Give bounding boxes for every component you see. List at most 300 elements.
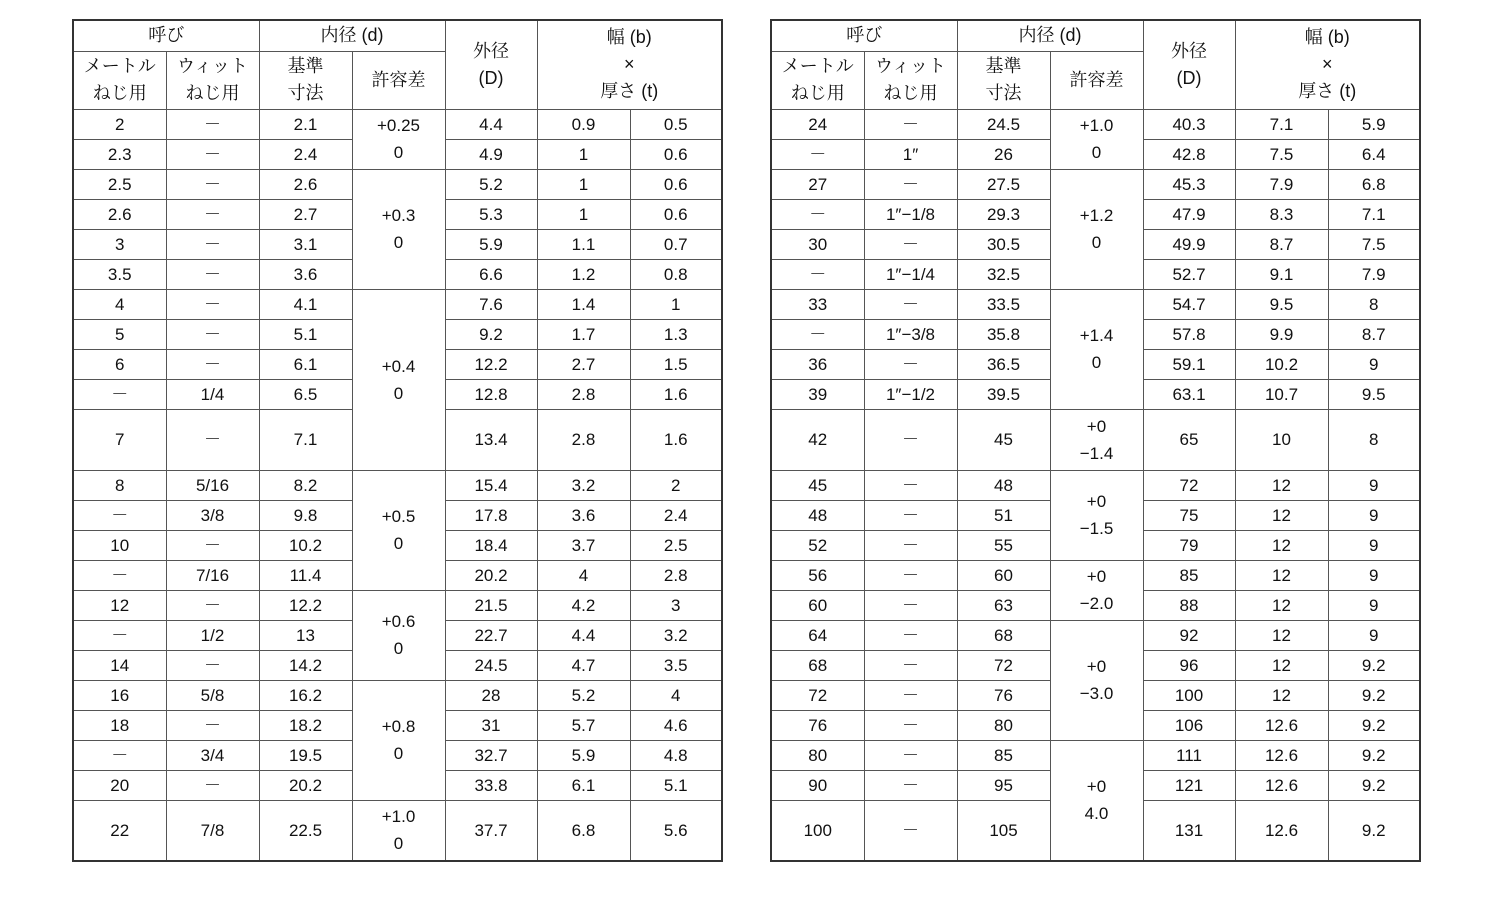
cell-outer-diameter: 75	[1143, 500, 1235, 530]
cell-outer-diameter: 45.3	[1143, 169, 1235, 199]
cell-thickness: 5.1	[630, 770, 722, 800]
cell-whitworth-thread: 1″−3/8	[864, 319, 957, 349]
cell-tolerance: +0 −1.5	[1050, 470, 1143, 560]
cell-metric-thread: 22	[73, 800, 166, 861]
cell-thickness: 9	[1328, 349, 1420, 379]
table-row	[771, 470, 1420, 500]
cell-metric-thread: 27	[771, 169, 864, 199]
cell-width: 12	[1235, 620, 1328, 650]
cell-whitworth-thread: －	[166, 139, 259, 169]
table-body-right	[771, 109, 1420, 861]
cell-tolerance: +0.4 0	[352, 289, 445, 470]
cell-basic-dimension: 63	[957, 590, 1050, 620]
cell-whitworth-thread: －	[166, 259, 259, 289]
cell-whitworth-thread: －	[864, 710, 957, 740]
cell-metric-thread: 3	[73, 229, 166, 259]
header-width-thickness: 幅 (b) × 厚さ (t)	[1235, 20, 1420, 109]
header-whitworth-thread: ウィット ねじ用	[864, 51, 957, 109]
washer-table-left	[72, 19, 723, 862]
cell-tolerance: +0 −3.0	[1050, 620, 1143, 740]
cell-whitworth-thread: －	[864, 109, 957, 139]
cell-whitworth-thread: －	[864, 590, 957, 620]
cell-width: 3.6	[537, 500, 630, 530]
table-row	[771, 169, 1420, 199]
cell-outer-diameter: 9.2	[445, 319, 537, 349]
cell-width: 10.2	[1235, 349, 1328, 379]
cell-metric-thread: －	[73, 740, 166, 770]
cell-thickness: 3.2	[630, 620, 722, 650]
cell-tolerance: +0 4.0	[1050, 740, 1143, 861]
cell-metric-thread: －	[771, 259, 864, 289]
table-body-left	[73, 109, 722, 861]
cell-metric-thread: 68	[771, 650, 864, 680]
cell-outer-diameter: 5.9	[445, 229, 537, 259]
cell-whitworth-thread: －	[166, 710, 259, 740]
cell-tolerance: +0.25 0	[352, 109, 445, 169]
table-row	[771, 409, 1420, 470]
cell-basic-dimension: 85	[957, 740, 1050, 770]
cell-thickness: 9	[1328, 470, 1420, 500]
cell-whitworth-thread: 1″−1/2	[864, 379, 957, 409]
cell-outer-diameter: 5.3	[445, 199, 537, 229]
cell-width: 12	[1235, 650, 1328, 680]
cell-metric-thread: －	[73, 620, 166, 650]
cell-outer-diameter: 15.4	[445, 470, 537, 500]
cell-whitworth-thread: －	[166, 109, 259, 139]
cell-outer-diameter: 4.9	[445, 139, 537, 169]
cell-whitworth-thread: －	[166, 770, 259, 800]
cell-outer-diameter: 20.2	[445, 560, 537, 590]
cell-thickness: 9.2	[1328, 650, 1420, 680]
cell-metric-thread: －	[771, 139, 864, 169]
cell-whitworth-thread: 1″−1/4	[864, 259, 957, 289]
cell-thickness: 0.7	[630, 229, 722, 259]
cell-whitworth-thread: －	[864, 409, 957, 470]
cell-outer-diameter: 6.6	[445, 259, 537, 289]
cell-thickness: 2.5	[630, 530, 722, 560]
header-whitworth-thread: ウィット ねじ用	[166, 51, 259, 109]
cell-whitworth-thread: －	[864, 740, 957, 770]
cell-whitworth-thread: 1″−1/8	[864, 199, 957, 229]
cell-basic-dimension: 4.1	[259, 289, 352, 319]
cell-whitworth-thread: －	[864, 470, 957, 500]
cell-outer-diameter: 121	[1143, 770, 1235, 800]
cell-tolerance: +1.4 0	[1050, 289, 1143, 409]
cell-metric-thread: 20	[73, 770, 166, 800]
cell-whitworth-thread: －	[864, 349, 957, 379]
table-row	[73, 109, 722, 139]
cell-width: 2.7	[537, 349, 630, 379]
cell-metric-thread: 30	[771, 229, 864, 259]
cell-thickness: 1.5	[630, 349, 722, 379]
cell-thickness: 0.5	[630, 109, 722, 139]
cell-width: 12.6	[1235, 740, 1328, 770]
cell-metric-thread: 48	[771, 500, 864, 530]
cell-thickness: 1	[630, 289, 722, 319]
cell-thickness: 9	[1328, 530, 1420, 560]
cell-metric-thread: 90	[771, 770, 864, 800]
cell-whitworth-thread: 7/8	[166, 800, 259, 861]
cell-basic-dimension: 32.5	[957, 259, 1050, 289]
cell-basic-dimension: 45	[957, 409, 1050, 470]
cell-width: 6.8	[537, 800, 630, 861]
table-row	[771, 620, 1420, 650]
cell-tolerance: +0 −1.4	[1050, 409, 1143, 470]
cell-basic-dimension: 12.2	[259, 590, 352, 620]
cell-width: 5.7	[537, 710, 630, 740]
cell-thickness: 1.6	[630, 379, 722, 409]
cell-thickness: 5.9	[1328, 109, 1420, 139]
header-nominal: 呼び	[73, 20, 259, 51]
cell-width: 7.5	[1235, 139, 1328, 169]
header-metric-thread: メートル ねじ用	[771, 51, 864, 109]
cell-thickness: 0.6	[630, 169, 722, 199]
cell-thickness: 6.8	[1328, 169, 1420, 199]
cell-whitworth-thread: －	[166, 319, 259, 349]
cell-width: 1	[537, 169, 630, 199]
cell-thickness: 0.6	[630, 199, 722, 229]
cell-outer-diameter: 18.4	[445, 530, 537, 560]
cell-basic-dimension: 8.2	[259, 470, 352, 500]
cell-basic-dimension: 2.1	[259, 109, 352, 139]
cell-whitworth-thread: －	[864, 650, 957, 680]
cell-whitworth-thread: －	[864, 770, 957, 800]
cell-metric-thread: 42	[771, 409, 864, 470]
cell-thickness: 0.6	[630, 139, 722, 169]
cell-basic-dimension: 14.2	[259, 650, 352, 680]
cell-metric-thread: 24	[771, 109, 864, 139]
cell-thickness: 2	[630, 470, 722, 500]
cell-whitworth-thread: －	[166, 650, 259, 680]
cell-outer-diameter: 72	[1143, 470, 1235, 500]
cell-width: 6.1	[537, 770, 630, 800]
cell-metric-thread: 33	[771, 289, 864, 319]
cell-metric-thread: 2.6	[73, 199, 166, 229]
cell-outer-diameter: 111	[1143, 740, 1235, 770]
cell-width: 8.7	[1235, 229, 1328, 259]
cell-outer-diameter: 65	[1143, 409, 1235, 470]
cell-basic-dimension: 3.6	[259, 259, 352, 289]
cell-thickness: 8.7	[1328, 319, 1420, 349]
cell-outer-diameter: 131	[1143, 800, 1235, 861]
cell-thickness: 3	[630, 590, 722, 620]
cell-basic-dimension: 19.5	[259, 740, 352, 770]
cell-basic-dimension: 10.2	[259, 530, 352, 560]
cell-basic-dimension: 105	[957, 800, 1050, 861]
cell-metric-thread: 2.3	[73, 139, 166, 169]
cell-thickness: 9.5	[1328, 379, 1420, 409]
cell-whitworth-thread: －	[166, 289, 259, 319]
cell-width: 12.6	[1235, 710, 1328, 740]
cell-outer-diameter: 100	[1143, 680, 1235, 710]
cell-whitworth-thread: －	[864, 500, 957, 530]
cell-width: 5.9	[537, 740, 630, 770]
cell-width: 1.7	[537, 319, 630, 349]
cell-outer-diameter: 79	[1143, 530, 1235, 560]
cell-outer-diameter: 33.8	[445, 770, 537, 800]
cell-metric-thread: 52	[771, 530, 864, 560]
cell-whitworth-thread: －	[864, 620, 957, 650]
cell-whitworth-thread: －	[166, 530, 259, 560]
cell-whitworth-thread: 5/8	[166, 680, 259, 710]
cell-whitworth-thread: －	[864, 289, 957, 319]
cell-width: 1.2	[537, 259, 630, 289]
cell-basic-dimension: 2.6	[259, 169, 352, 199]
cell-thickness: 9.2	[1328, 740, 1420, 770]
cell-outer-diameter: 21.5	[445, 590, 537, 620]
cell-whitworth-thread: 1″	[864, 139, 957, 169]
cell-basic-dimension: 16.2	[259, 680, 352, 710]
table-row	[73, 800, 722, 861]
cell-thickness: 9.2	[1328, 710, 1420, 740]
cell-basic-dimension: 39.5	[957, 379, 1050, 409]
cell-basic-dimension: 33.5	[957, 289, 1050, 319]
cell-outer-diameter: 47.9	[1143, 199, 1235, 229]
header-nominal: 呼び	[771, 20, 957, 51]
header-outer-diameter: 外径 (D)	[445, 20, 537, 109]
cell-tolerance: +0.5 0	[352, 470, 445, 590]
cell-metric-thread: －	[771, 199, 864, 229]
table-row	[73, 289, 722, 319]
table-row	[771, 289, 1420, 319]
cell-basic-dimension: 35.8	[957, 319, 1050, 349]
cell-basic-dimension: 95	[957, 770, 1050, 800]
cell-width: 1	[537, 139, 630, 169]
cell-basic-dimension: 26	[957, 139, 1050, 169]
header-basic-dimension: 基準 寸法	[259, 51, 352, 109]
cell-whitworth-thread: －	[166, 409, 259, 470]
cell-outer-diameter: 59.1	[1143, 349, 1235, 379]
cell-metric-thread: 80	[771, 740, 864, 770]
cell-whitworth-thread: 1/4	[166, 379, 259, 409]
cell-basic-dimension: 76	[957, 680, 1050, 710]
cell-thickness: 2.4	[630, 500, 722, 530]
cell-width: 12	[1235, 590, 1328, 620]
cell-outer-diameter: 88	[1143, 590, 1235, 620]
cell-whitworth-thread: 3/8	[166, 500, 259, 530]
cell-metric-thread: 64	[771, 620, 864, 650]
cell-outer-diameter: 32.7	[445, 740, 537, 770]
cell-whitworth-thread: －	[864, 800, 957, 861]
cell-tolerance: +1.0 0	[352, 800, 445, 861]
cell-metric-thread: 16	[73, 680, 166, 710]
cell-thickness: 4	[630, 680, 722, 710]
cell-width: 12	[1235, 470, 1328, 500]
cell-basic-dimension: 7.1	[259, 409, 352, 470]
cell-whitworth-thread: －	[864, 560, 957, 590]
cell-basic-dimension: 18.2	[259, 710, 352, 740]
table-row	[771, 740, 1420, 770]
cell-thickness: 1.3	[630, 319, 722, 349]
cell-thickness: 9.2	[1328, 770, 1420, 800]
cell-outer-diameter: 22.7	[445, 620, 537, 650]
cell-thickness: 2.8	[630, 560, 722, 590]
cell-width: 4.7	[537, 650, 630, 680]
table-row	[73, 680, 722, 710]
cell-thickness: 9	[1328, 500, 1420, 530]
cell-basic-dimension: 36.5	[957, 349, 1050, 379]
cell-basic-dimension: 48	[957, 470, 1050, 500]
cell-thickness: 1.6	[630, 409, 722, 470]
cell-metric-thread: 39	[771, 379, 864, 409]
cell-width: 12	[1235, 530, 1328, 560]
cell-metric-thread: 76	[771, 710, 864, 740]
cell-tolerance: +1.0 0	[1050, 109, 1143, 169]
cell-width: 12	[1235, 500, 1328, 530]
cell-outer-diameter: 7.6	[445, 289, 537, 319]
table-row	[73, 169, 722, 199]
cell-outer-diameter: 28	[445, 680, 537, 710]
cell-outer-diameter: 12.8	[445, 379, 537, 409]
cell-width: 10.7	[1235, 379, 1328, 409]
cell-whitworth-thread: －	[864, 229, 957, 259]
cell-basic-dimension: 5.1	[259, 319, 352, 349]
cell-width: 5.2	[537, 680, 630, 710]
cell-width: 7.1	[1235, 109, 1328, 139]
cell-whitworth-thread: 7/16	[166, 560, 259, 590]
cell-whitworth-thread: －	[166, 349, 259, 379]
cell-thickness: 3.5	[630, 650, 722, 680]
cell-metric-thread: 100	[771, 800, 864, 861]
cell-metric-thread: 12	[73, 590, 166, 620]
cell-tolerance: +0 −2.0	[1050, 560, 1143, 620]
cell-whitworth-thread: －	[166, 199, 259, 229]
cell-width: 4	[537, 560, 630, 590]
table-row	[771, 560, 1420, 590]
cell-width: 1	[537, 199, 630, 229]
cell-thickness: 7.5	[1328, 229, 1420, 259]
cell-whitworth-thread: －	[864, 530, 957, 560]
cell-outer-diameter: 17.8	[445, 500, 537, 530]
header-inner-diameter: 内径 (d)	[259, 20, 445, 51]
cell-metric-thread: 10	[73, 530, 166, 560]
cell-whitworth-thread: －	[166, 229, 259, 259]
cell-metric-thread: 72	[771, 680, 864, 710]
washer-table-right	[770, 19, 1421, 862]
header-metric-thread: メートル ねじ用	[73, 51, 166, 109]
cell-whitworth-thread: －	[864, 680, 957, 710]
cell-width: 2.8	[537, 409, 630, 470]
cell-metric-thread: －	[771, 319, 864, 349]
cell-thickness: 4.6	[630, 710, 722, 740]
cell-basic-dimension: 22.5	[259, 800, 352, 861]
cell-outer-diameter: 54.7	[1143, 289, 1235, 319]
cell-basic-dimension: 9.8	[259, 500, 352, 530]
cell-outer-diameter: 13.4	[445, 409, 537, 470]
cell-outer-diameter: 37.7	[445, 800, 537, 861]
cell-width: 12	[1235, 560, 1328, 590]
cell-basic-dimension: 30.5	[957, 229, 1050, 259]
cell-outer-diameter: 92	[1143, 620, 1235, 650]
cell-outer-diameter: 24.5	[445, 650, 537, 680]
cell-thickness: 0.8	[630, 259, 722, 289]
cell-basic-dimension: 20.2	[259, 770, 352, 800]
cell-width: 4.2	[537, 590, 630, 620]
cell-metric-thread: －	[73, 560, 166, 590]
cell-basic-dimension: 29.3	[957, 199, 1050, 229]
cell-basic-dimension: 11.4	[259, 560, 352, 590]
cell-outer-diameter: 40.3	[1143, 109, 1235, 139]
cell-width: 0.9	[537, 109, 630, 139]
cell-width: 9.1	[1235, 259, 1328, 289]
cell-basic-dimension: 72	[957, 650, 1050, 680]
cell-outer-diameter: 63.1	[1143, 379, 1235, 409]
header-width-thickness: 幅 (b) × 厚さ (t)	[537, 20, 722, 109]
cell-basic-dimension: 6.5	[259, 379, 352, 409]
cell-metric-thread: 3.5	[73, 259, 166, 289]
cell-outer-diameter: 57.8	[1143, 319, 1235, 349]
cell-thickness: 9	[1328, 560, 1420, 590]
cell-thickness: 7.1	[1328, 199, 1420, 229]
table-row	[771, 109, 1420, 139]
cell-thickness: 9.2	[1328, 800, 1420, 861]
cell-outer-diameter: 42.8	[1143, 139, 1235, 169]
cell-width: 12	[1235, 680, 1328, 710]
cell-basic-dimension: 24.5	[957, 109, 1050, 139]
cell-metric-thread: 36	[771, 349, 864, 379]
cell-thickness: 4.8	[630, 740, 722, 770]
cell-tolerance: +1.2 0	[1050, 169, 1143, 289]
cell-outer-diameter: 106	[1143, 710, 1235, 740]
cell-width: 12.6	[1235, 800, 1328, 861]
cell-width: 9.9	[1235, 319, 1328, 349]
cell-metric-thread: 7	[73, 409, 166, 470]
cell-whitworth-thread: －	[166, 169, 259, 199]
header-tolerance: 許容差	[1050, 51, 1143, 109]
cell-metric-thread: 2.5	[73, 169, 166, 199]
cell-metric-thread: －	[73, 500, 166, 530]
cell-metric-thread: 56	[771, 560, 864, 590]
cell-metric-thread: 45	[771, 470, 864, 500]
cell-metric-thread: 5	[73, 319, 166, 349]
cell-width: 1.1	[537, 229, 630, 259]
cell-outer-diameter: 49.9	[1143, 229, 1235, 259]
cell-thickness: 8	[1328, 409, 1420, 470]
header-tolerance: 許容差	[352, 51, 445, 109]
cell-whitworth-thread: －	[166, 590, 259, 620]
cell-whitworth-thread: 3/4	[166, 740, 259, 770]
cell-width: 1.4	[537, 289, 630, 319]
cell-width: 4.4	[537, 620, 630, 650]
cell-tolerance: +0.6 0	[352, 590, 445, 680]
cell-basic-dimension: 27.5	[957, 169, 1050, 199]
cell-outer-diameter: 96	[1143, 650, 1235, 680]
cell-outer-diameter: 85	[1143, 560, 1235, 590]
table-row	[73, 590, 722, 620]
cell-basic-dimension: 13	[259, 620, 352, 650]
cell-width: 3.7	[537, 530, 630, 560]
cell-outer-diameter: 52.7	[1143, 259, 1235, 289]
cell-tolerance: +0.3 0	[352, 169, 445, 289]
cell-thickness: 6.4	[1328, 139, 1420, 169]
cell-basic-dimension: 68	[957, 620, 1050, 650]
cell-thickness: 5.6	[630, 800, 722, 861]
header-inner-diameter: 内径 (d)	[957, 20, 1143, 51]
cell-basic-dimension: 60	[957, 560, 1050, 590]
cell-outer-diameter: 12.2	[445, 349, 537, 379]
cell-basic-dimension: 2.4	[259, 139, 352, 169]
cell-whitworth-thread: －	[864, 169, 957, 199]
table-row	[73, 470, 722, 500]
cell-width: 7.9	[1235, 169, 1328, 199]
cell-width: 12.6	[1235, 770, 1328, 800]
cell-outer-diameter: 4.4	[445, 109, 537, 139]
cell-width: 9.5	[1235, 289, 1328, 319]
header-outer-diameter: 外径 (D)	[1143, 20, 1235, 109]
cell-metric-thread: 18	[73, 710, 166, 740]
cell-basic-dimension: 6.1	[259, 349, 352, 379]
cell-metric-thread: 8	[73, 470, 166, 500]
